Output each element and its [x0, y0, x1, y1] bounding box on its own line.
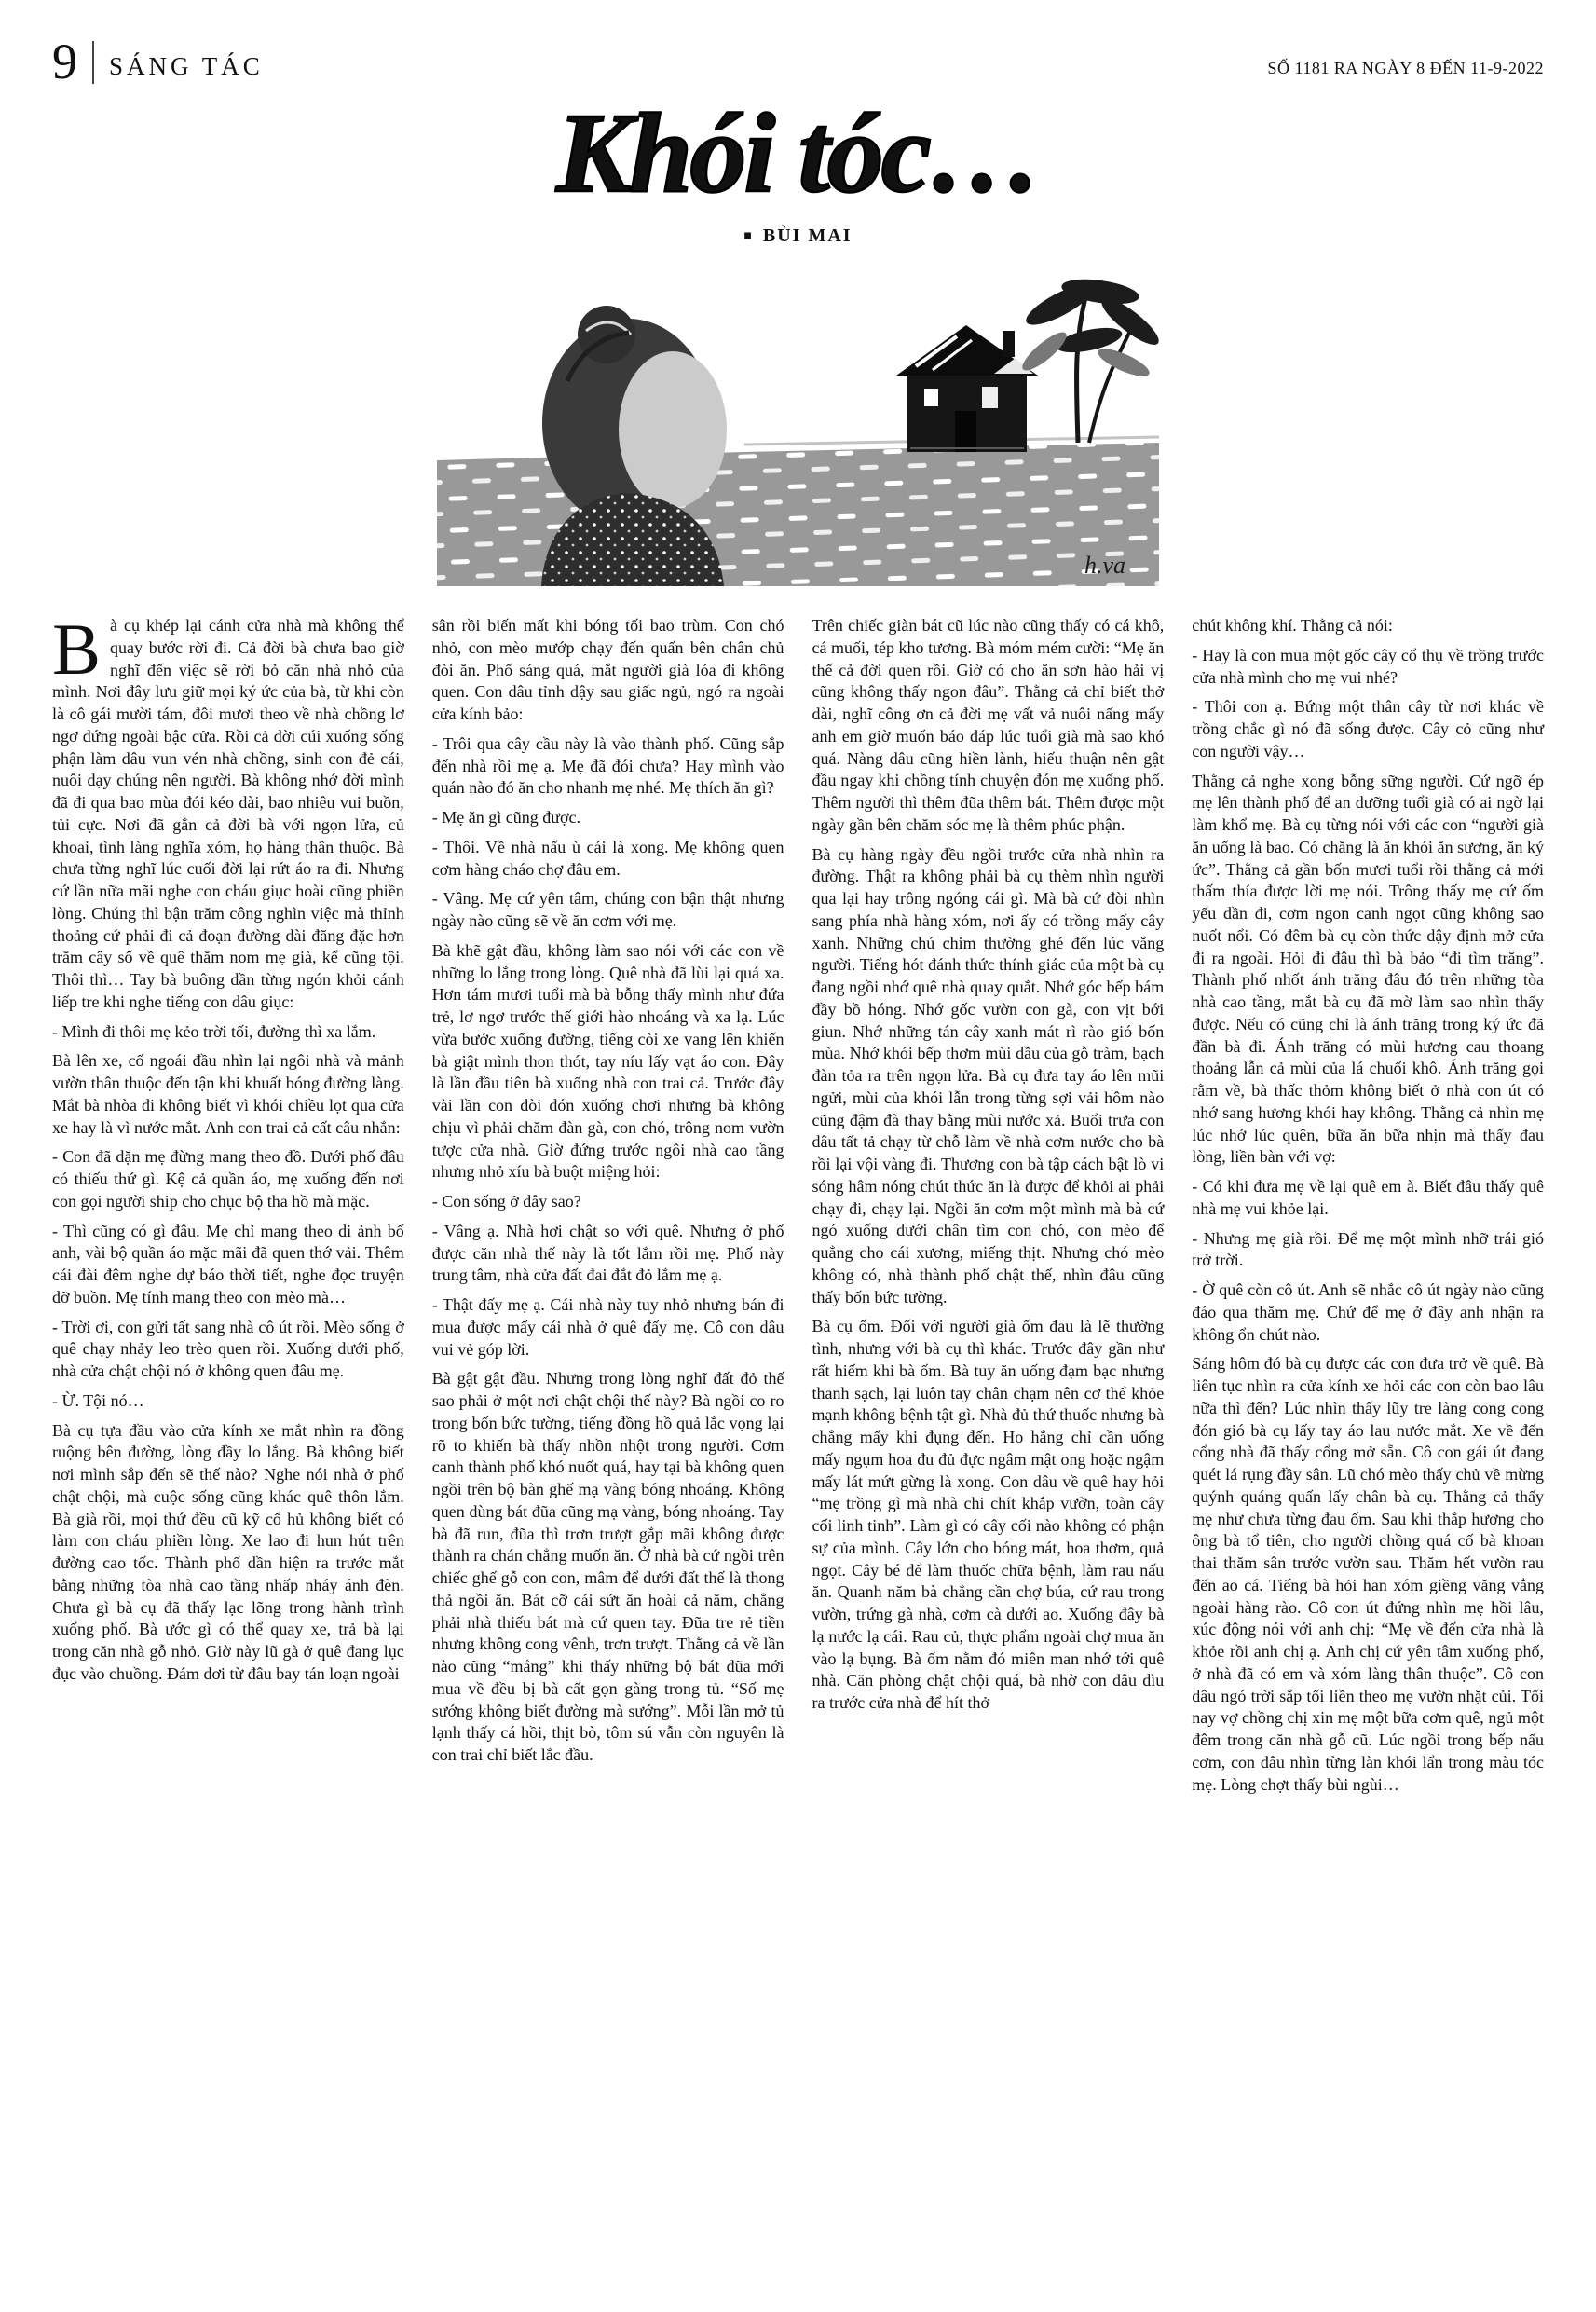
- dialogue-paragraph: - Có khi đưa mẹ về lại quê em à. Biết đâu thấy quê nhà mẹ vui khỏe lại.: [1192, 1177, 1544, 1218]
- byline: [0, 226, 1596, 247]
- paragraph: Trên chiếc giàn bát cũ lúc nào cũng thấy có cá khô, cá muối, tép kho tương. Bà móm mém cười: “Mẹ ăn thế cả đời quen rồi. Giờ có cho ăn sơn hào hải vị cũng không thấy ngon đâu”. Thằng cả chỉ biết thở dài, nghĩ công ơn cả đời mẹ vất vả nuôi nấng mấy anh em giờ muốn báo đáp lúc tuổi già mà sao khó quá. Nàng dâu cũng hiền lành, hiếu thuận nên gật đầu ngay khi chồng tính chuyện đón mẹ xuống phố. Thêm người thì thêm đũa thêm bát. Thêm được một ngày gần bên chăm sóc mẹ là thêm phúc phận.: [812, 616, 1165, 834]
- dialogue-paragraph: - Con sống ở đây sao?: [431, 1192, 581, 1211]
- face: [619, 351, 727, 508]
- dialogue-paragraph: - Trôi qua cây cầu này là vào thành phố. Cũng sắp đến nhà rồi mẹ ạ. Mẹ đã đói chưa? Hay mình vào quán nào đó ăn cho nhanh mẹ nhé. Mẹ thích ăn gì?: [431, 733, 784, 798]
- section-name: SÁNG TÁC: [109, 52, 264, 80]
- header-divider: [92, 41, 94, 84]
- dialogue-paragraph: - Thôi. Về nhà nấu ù cái là xong. Mẹ không quen cơm hàng cháo chợ đâu em.: [431, 837, 784, 879]
- paragraph: Bà cụ khép lại cánh cửa nhà mà không thể quay bước rời đi. Cả đời bà chưa bao giờ nghĩ đến việc sẽ rời bỏ căn nhà nhỏ của mình. Nơi đây lưu giữ mọi ký ức của bà, từ khi còn là cô gái mười tám, đôi mươi theo về nhà chồng lơ ngơ đứng ngoài bậc cửa. Rồi cả đời cúi xuống sống phận làm dâu vun vén nhà chồng, sinh con đẻ cái, nuôi dạy chúng nên người. Bà không nhớ đời mình đã đi qua bao mùa đói kéo dài, bao nhiêu vui buồn, tủi cực. Nơi đã gắn cả đời bà với ngọn lửa, củ khoai, tình làng nghĩa xóm, họ hàng thân thuộc. Bà chưa từng nghĩ lúc cuối đời lại rứt áo ra đi. Nhưng cứ lần nữa mãi nghe con cháu giục hoài cũng phiền lòng. Chúng thì bận trăm công nghìn việc mà thỉnh thoảng cứ phải đi cả đoạn đường dài đăng đặc hơn trăm cây số về quê thăm nom mẹ già, kể cũng tội. Thôi thì… Tay bà buông dần từng ngón khỏi cánh liếp tre khi nghe tiếng con dâu giục:: [52, 609, 404, 1011]
- article-body: [0, 609, 1596, 1803]
- paragraph: Thằng cả nghe xong bỗng sững người. Cứ ngỡ ép mẹ lên thành phố để an dưỡng tuổi già có ai ngờ lại làm khổ mẹ. Bà cụ từng nói với các con “người già ăn uống là bao. Có chăng là ăn khói ăn sương, ăn ký ức”. Thằng cả gần bốn mươi tuổi rồi thằng cả mới thấm thía được lời mẹ nói. Trông thấy mẹ cứ ốm yếu dần đi, cơm ngon canh ngọt cũng không sao nuốt nổi. Có đêm bà cụ còn thức dậy định mở cửa đi ra ngoài. Hỏi đi đâu thì bà bảo “đi tìm trăng”. Thành phố nhốt ánh trăng đâu đó trên những tòa nhà cao tầng, mắt bà cụ đã mờ làm sao nhìn thấy được. Nếu có cũng chỉ là ánh trăng trong ký ức đã đần bà đi. Ánh trăng có mùi hương cau thoang thoảng lẫn cả mùi của lá chuối khô. Ánh trăng gọi rằm về, bà thấc thỏm không biết ở nhà con út có nhớ sang hương khói hay không. Thằng cả nhìn mẹ lúc nhớ lúc quên, bữa ăn bữa nhịn mà thấy đau lòng, liền bàn với vợ:: [1192, 771, 1544, 1167]
- paragraph: Bà cụ ốm. Đối với người già ốm đau là lẽ thường tình, nhưng với bà cụ thì khác. Trước đây gần như rất hiếm khi bà ốm. Bà tuy ăn uống đạm bạc nhưng thanh sạch, lại luôn tay chân chạm nên cơ thể khỏe mạnh không bệnh tật gì. Nhà đủ thứ thuốc nhưng bà chẳng mấy khi đụng đến. Ho hắng chỉ cần uống mấy ngụm hoa đu đủ đực ngâm mật ong hoặc ngậm mấy lát mứt gừng là xong. Con dâu về quê hay hỏi “mẹ trồng gì mà nhà chi chít khắp vườn, toàn cây cối linh tinh”. Làm gì có cây cối nào không có phận sự của mình. Cây lớn cho bóng mát, hoa thơm, quả ngọt. Cây bé để làm thuốc chữa bệnh, làm rau nấu ăn. Quanh năm bà chẳng cần chợ búa, cứ rau trong vườn, trứng gà nhà, cơm cà dưới ao. Xuống đây bà lạ nước lạ cái. Rau củ, thực phẩm ngoài chợ mua ăn vào lạ bụng. Bà ốm nằm đó miên man nhớ tới quê nhà. Căn phòng chật chội quá, bà nhờ con dâu dìu ra trước cửa nhà để hít thở: [812, 1317, 1165, 1712]
- page-number: 9: [52, 34, 77, 90]
- dialogue-paragraph: - Ừ. Tội nó…: [52, 1390, 144, 1410]
- dialogue-paragraph: - Con đã dặn mẹ đừng mang theo đồ. Dưới phố đâu có thiếu thứ gì. Kệ cả quần áo, mẹ xuống đến nơi con gọi người ship cho chục bộ tha hồ mà mặc.: [52, 1147, 404, 1211]
- paragraph: Bà gật gật đầu. Nhưng trong lòng nghĩ đất đỏ thế sao phải ở một nơi chật chội thế này? Bà ngồi co ro trong bốn bức tường, tiếng đồng hồ quả lắc vọng lại rõ to khiến bà thấy nhồn nhột trong người. Cơm canh thành phố khó nuốt quá, hay tại bà không quen ngồi trên bộ bàn ghế mạ vàng bóng nhoáng. Không quen dùng bát đũa cũng mạ vàng, bóng nhoáng. Tay bà đã run, đũa thì trơn trượt gắp mãi không được thành ra chán chẳng muốn ăn. Ở nhà bà cứ ngồi trên chiếc ghế gỗ con con, mâm để dưới đất thế là thong thả ngồi ăn. Bát cỡ cái sứt ăn hoài cả năm, chẳng phải nhà thiếu bát mà cứ quen tay. Đũa tre rẻ tiền nhưng không cong vênh, trơn trượt. Thằng cả về lần nào cũng “mắng” khi thấy những bộ bát đũa mới mua về đều bị bà cất gọn gàng trong tủ. “Số mẹ sướng không biết đường mà sướng”. Mỗi lần mở tủ lạnh thấy cá hồi, thịt bò, tôm sú vẫn còn nguyên là con trai chỉ biết lắc đầu.: [431, 1369, 784, 1764]
- dialogue-paragraph: - Mình đi thôi mẹ kẻo trời tối, đường thì xa lắm.: [52, 1021, 376, 1041]
- text-column-4: [1192, 615, 1544, 1803]
- issue-info: SỐ 1181 RA NGÀY 8 ĐẾN 11-9-2022: [1267, 59, 1544, 77]
- paragraph: Sáng hôm đó bà cụ được các con đưa trở về quê. Bà liên tục nhìn ra cửa kính xe hỏi các con còn bao lâu nữa thì đến? Lúc nhìn thấy lũy tre làng cong cong đón gió bà cụ lấy tay áo lau nước mắt. Xe về đến cổng nhà đã thấy cổng mở sẵn. Cô con gái út đang quét lá rụng đầy sân. Lũ chó mèo thấy chủ về mừng quýnh quáng quấn lấy chân bà cụ. Thằng cả thấy mẹ như chưa từng đau ốm. Sau khi thắp hương cho ông bà tổ tiên, cho người chồng quá cố bà khoan thai thăm sân trước vườn sau. Thăm hết vườn rau đến ao cá. Tiếng bà hỏi han xóm giềng văng vẳng ngoài hàng rào. Cô con út đứng nhìn mẹ hồi lâu, xúc động nói với anh chị: “Mẹ về đến cửa nhà là khỏe rồi anh chị ạ. Anh chị cứ yên tâm xuống phố, ở nhà đã có em và xóm làng thân thuộc”. Cô con dâu ngó trời sắp tối liền theo mẹ vườn nhặt củi. Tối nay vợ chồng chị xin mẹ một bữa cơm quê, ngủ một đêm trong căn nhà gỗ cũ. Lúc ngồi trong bếp nấu cơm, con dâu nhìn từng làn khói lẩn trong màu tóc mẹ. Lòng chợt thấy bùi ngùi…: [1192, 1354, 1544, 1794]
- illustration-svg: [437, 269, 1159, 586]
- paragraph: chút không khí. Thằng cả nói:: [1192, 616, 1393, 635]
- dialogue-paragraph: - Mẹ ăn gì cũng được.: [431, 808, 580, 827]
- paragraph: Bà cụ hàng ngày đều ngồi trước cửa nhà nhìn ra đường. Thật ra không phải bà cụ thèm nhìn người qua lại hay trông ngóng cái gì. Mà bà cứ đòi nhìn sang phía nhà hàng xóm, nơi ấy có trồng mấy cây xanh. Những chú chim thường ghé đến lúc vắng người. Tiếng hót đánh thức thính giác của một bà cụ đang ngồi nhớ quê nhà quay quắt. Nhớ góc bếp bám đầy bồ hóng. Nhớ gốc vườn con gà, con vịt bới giun. Nhớ những tán cây xanh mát rì rào gió bốn mùa. Nhớ khói bếp thơm mùi dầu của gỗ tràm, bạch đàn tỏa ra trên ngọn lửa. Bà cụ đưa tay áo lên mũi ngửi, mùi của khói lẫn trong từng sợi vải hôm nào cũng đậm đà thay bằng mùi nước xả. Buổi trưa con dâu tất tả chạy từ chỗ làm về nhà cơm nước cho bà rồi lại vội vàng đi. Thương con bà tập cách bật lò vi sóng hâm nóng chút thức ăn là được để khỏi ai phải chạy đi, chạy lại. Ngồi ăn cơm một mình mà bà cứ ngó xuống dưới chân tìm con chó, con mèo để quẳng cho cái xương, miếng thịt. Nhưng chó mèo không có, nhà thành phố chật thế, nhìn đâu cũng thấy bốn bức tường.: [812, 844, 1165, 1306]
- story-illustration: [437, 269, 1159, 591]
- text-column-3: [812, 615, 1165, 1803]
- dialogue-paragraph: - Hay là con mua một gốc cây cổ thụ về trồng trước cửa nhà mình cho mẹ vui nhé?: [1192, 645, 1544, 687]
- paragraph: sân rồi biến mất khi bóng tối bao trùm. Con chó nhỏ, con mèo mướp chạy đến quấn bên chân chủ đòi ăn. Phố sáng quá, mắt người già lóa đi không quen. Con dâu tỉnh dậy sau giấc ngủ, ngó ra ngoài cửa kính bảo:: [431, 616, 784, 723]
- section-header: [52, 34, 264, 90]
- dialogue-paragraph: - Thì cũng có gì đâu. Mẹ chỉ mang theo di ảnh bố anh, vài bộ quần áo mặc mãi đã quen thớ vải. Thêm cái đài đêm nghe dự báo thời tiết, nghe đọc truyện đỡ buồn. Mẹ tính mang theo con mèo mà…: [52, 1221, 404, 1306]
- dialogue-paragraph: - Thật đấy mẹ ạ. Cái nhà này tuy nhỏ nhưng bán đi mua được mấy cái nhà ở quê đấy mẹ. Cô con dâu vui vẻ góp lời.: [431, 1295, 784, 1359]
- author-name: BÙI MAI: [762, 226, 853, 246]
- text-column-1: [52, 609, 404, 1803]
- dialogue-paragraph: - Vâng. Mẹ cứ yên tâm, chúng con bận thật nhưng ngày nào cũng sẽ về ăn cơm với mẹ.: [431, 889, 784, 930]
- paragraph: Bà lên xe, cố ngoái đầu nhìn lại ngôi nhà và mảnh vườn thân thuộc đến tận khi khuất bóng đường làng. Mắt bà nhòa đi không biết vì khói chiều lọt qua cửa xe hay là vì nước mắt. Anh con trai cả cất câu nhắn:: [52, 1051, 404, 1137]
- text-column-2: [432, 615, 784, 1803]
- dialogue-paragraph: - Thôi con ạ. Bứng một thân cây từ nơi khác về trồng chắc gì nó đã sống được. Cây cỏ cũng như con người vậy…: [1192, 697, 1544, 760]
- dialogue-paragraph: - Ờ quê còn cô út. Anh sẽ nhắc cô út ngày nào cũng đáo qua thăm mẹ. Chứ để mẹ ở đây anh nhận ra không ổn chút nào.: [1192, 1280, 1544, 1344]
- byline-square-icon: ■: [743, 229, 754, 243]
- article-title: Khói tóc…: [556, 90, 1040, 216]
- artist-signature: h.va: [1084, 552, 1126, 579]
- dialogue-paragraph: - Vâng ạ. Nhà hơi chật so với quê. Nhưng ở phố được căn nhà thế này là tốt lắm rồi mẹ. Phố này trung tâm, nhà cửa đất đai đắt đỏ lắm mẹ ạ.: [431, 1221, 784, 1285]
- dialogue-paragraph: - Nhưng mẹ già rồi. Để mẹ một mình nhỡ trái gió trở trời.: [1192, 1228, 1544, 1270]
- page-header: [0, 0, 1596, 90]
- paragraph: Bà cụ tựa đầu vào cửa kính xe mắt nhìn ra đồng ruộng bên đường, lòng đầy lo lắng. Bà không biết nơi mình sắp đến sẽ thế nào? Nghe nói nhà ở phố chật chội, mà cuộc sống cũng khác quê thôn lắm. Bà già rồi, mọi thứ đều cũ kỹ cổ hủ không biết có làm con cháu phiền lòng. Xe lao đi hun hút trên đường cao tốc. Thành phố dần hiện ra trước mắt bằng những tòa nhà cao tầng nhấp nháy ánh đèn. Chưa gì bà cụ đã thấy lạc lõng trong hành trình xuống phố. Bà ước gì có thể quay xe, trả bà lại trong căn nhà gỗ nhỏ. Giờ này lũ gà ở quê đang lục đục vào chuồng. Đám dơi từ đâu bay tán loạn ngoài: [52, 1420, 404, 1683]
- dialogue-paragraph: - Trời ơi, con gửi tất sang nhà cô út rồi. Mèo sống ở quê chạy nhảy leo trèo quen rồi. Xuống dưới phố, nhà cửa chật chội nó ở không quen đâu mẹ.: [52, 1317, 404, 1380]
- paragraph: Bà khẽ gật đầu, không làm sao nói với các con về những lo lắng trong lòng. Quê nhà đã lùi lại quá xa. Hơn tám mươi tuổi mà bà bỗng thấy mình như đứa trẻ, lơ ngơ trước thế giới hào nhoáng và xa lạ. Lúc vừa bước xuống đường, tiếng còi xe vang lên khiến bà giật mình thon thót, tay níu lấy vạt áo con. Đây là lần đầu tiên bà xuống nhà con trai cả. Trước đây vài lần con đòi đón xuống chơi nhưng bà không chịu vì phải chăm đàn gà, con chó, trông nom vườn tược cửa nhà. Giờ đứng trước ngôi nhà cao tầng nhưng nhỏ xíu bà buột miệng hỏi:: [431, 940, 784, 1182]
